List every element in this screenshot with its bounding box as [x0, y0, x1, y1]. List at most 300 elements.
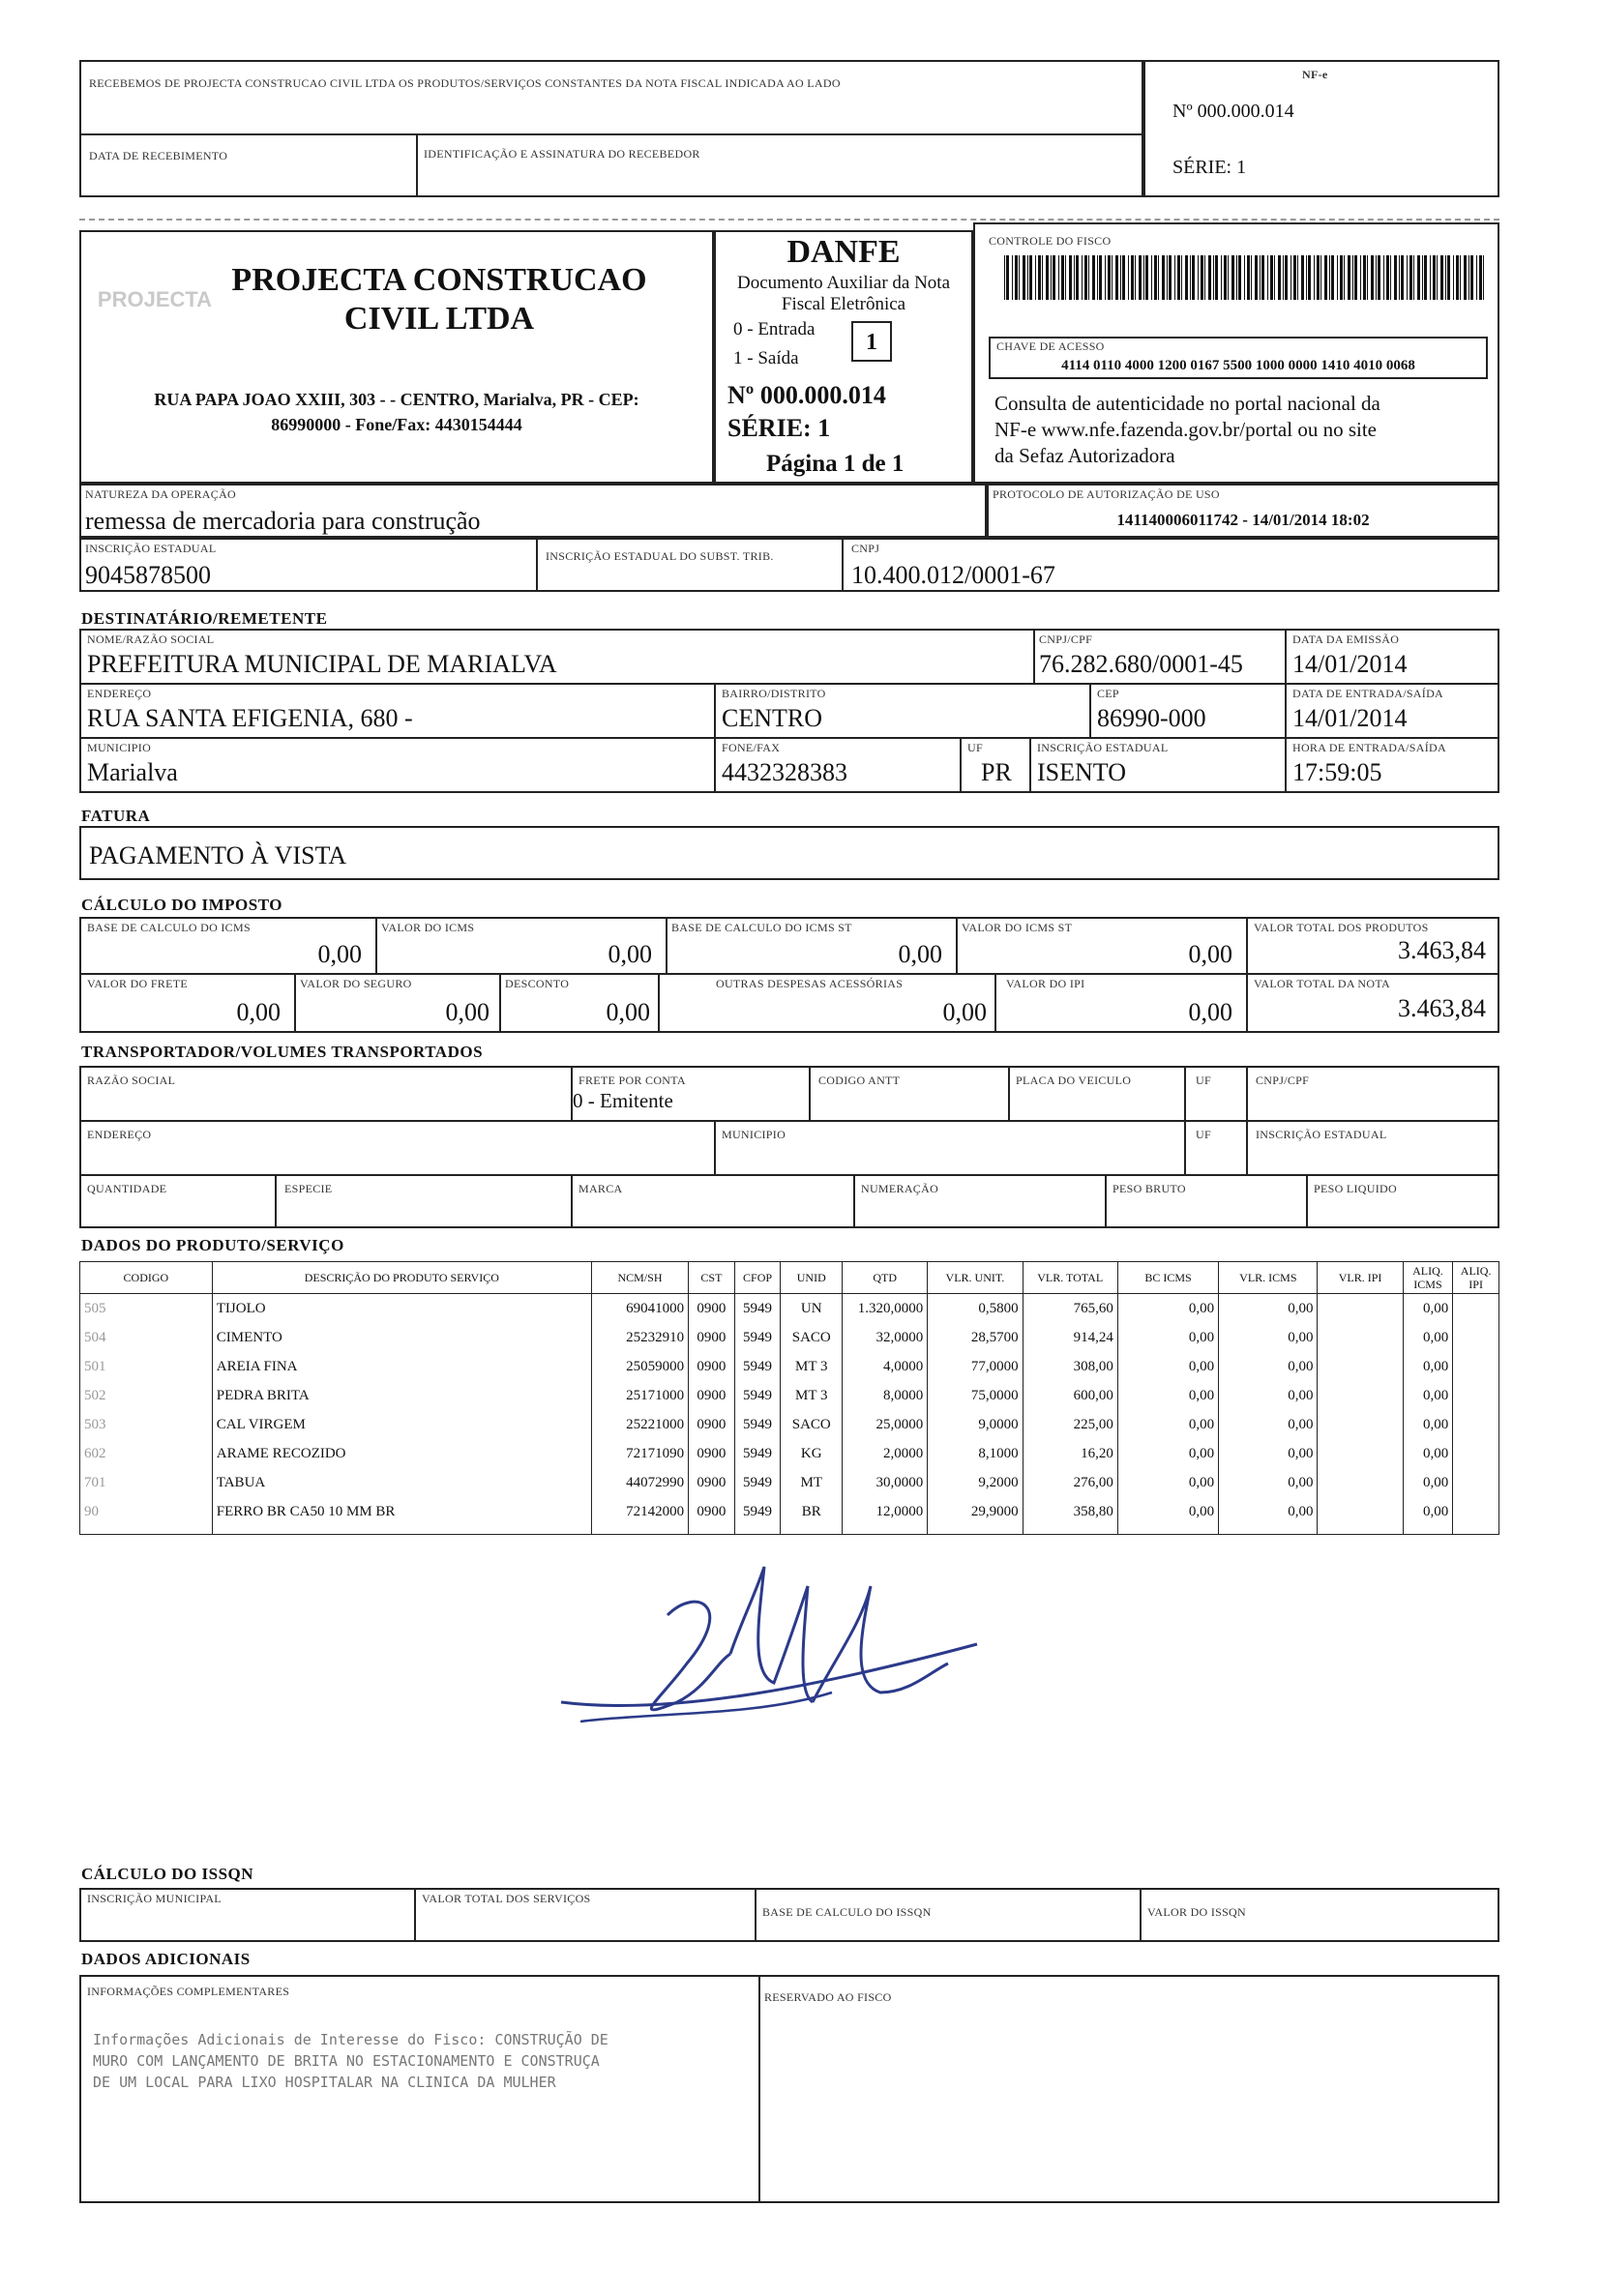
table-cell: 0,00: [1117, 1352, 1218, 1381]
insurance: 0,00: [445, 998, 490, 1026]
barcode-bar: [1306, 255, 1307, 300]
barcode-bar: [1204, 255, 1205, 300]
recipient-cnpj-label: CNPJ/CPF: [1039, 633, 1093, 646]
icms-st-base-label: BASE DE CALCULO DO ICMS ST: [671, 921, 852, 934]
carrier-box: [79, 1066, 1499, 1228]
barcode-bar: [1105, 255, 1106, 300]
complementary-info-line2: MURO COM LANÇAMENTO DE BRITA NO ESTACIONAMENTO E CONSTRUÇA: [93, 2052, 600, 2070]
barcode-bar: [1367, 255, 1368, 300]
divider: [666, 919, 668, 973]
divider: [1184, 1068, 1186, 1174]
barcode-bar: [1122, 255, 1125, 300]
barcode-bar: [1453, 255, 1454, 300]
divider: [294, 973, 296, 1031]
table-cell: 8,1000: [928, 1439, 1023, 1468]
divider: [1246, 1068, 1248, 1174]
barcode-bar: [1135, 255, 1136, 300]
table-cell: 602: [80, 1439, 213, 1468]
municipal-registration-label: INSCRIÇÃO MUNICIPAL: [87, 1892, 222, 1905]
carrier-ie-label: INSCRIÇÃO ESTADUAL: [1256, 1128, 1387, 1141]
table-cell: MT 3: [781, 1352, 843, 1381]
col-header: CST: [689, 1262, 735, 1294]
divider: [714, 683, 716, 791]
quantity-label: QUANTIDADE: [87, 1182, 167, 1195]
barcode-bar: [1053, 255, 1055, 300]
issuer-name-line1: PROJECTA CONSTRUCAO: [231, 262, 647, 298]
nfe-label: NF-e: [1302, 68, 1328, 81]
divider: [1140, 1890, 1142, 1940]
barcode-bar: [1192, 255, 1195, 300]
col-header: QTD: [843, 1262, 928, 1294]
issqn-value-label: VALOR DO ISSQN: [1147, 1905, 1246, 1919]
table-cell: 0,00: [1219, 1439, 1318, 1468]
col-header: ALIQ. IPI: [1453, 1262, 1499, 1294]
barcode-bar: [1238, 255, 1241, 300]
divider: [1008, 1068, 1010, 1120]
table-cell: [781, 1526, 843, 1535]
table-cell: 5949: [734, 1381, 781, 1410]
table-cell: [1318, 1294, 1403, 1324]
saida-option: 1 - Saída: [733, 348, 799, 368]
table-cell: 0,00: [1403, 1410, 1453, 1439]
table-cell: [212, 1526, 591, 1535]
net-weight-label: PESO LIQUIDO: [1314, 1182, 1397, 1195]
table-cell: 225,00: [1023, 1410, 1117, 1439]
barcode-bar: [1401, 255, 1404, 300]
icms-st-value-label: VALOR DO ICMS ST: [962, 921, 1073, 934]
recipient-address-label: ENDEREÇO: [87, 687, 152, 700]
barcode-bar: [1038, 255, 1041, 300]
table-cell: [1453, 1323, 1499, 1352]
table-cell: 0,00: [1219, 1352, 1318, 1381]
barcode-bar: [1084, 255, 1087, 300]
table-cell: [1219, 1526, 1318, 1535]
table-cell: AREIA FINA: [212, 1352, 591, 1381]
table-cell: SACO: [781, 1323, 843, 1352]
table-cell: CAL VIRGEM: [212, 1410, 591, 1439]
table-cell: 505: [80, 1294, 213, 1324]
barcode-bar: [1213, 255, 1214, 300]
products-total: 3.463,84: [1398, 936, 1486, 964]
stub-nfe-number: Nº 000.000.014: [1172, 101, 1294, 122]
table-cell: CIMENTO: [212, 1323, 591, 1352]
barcode-bar: [1247, 255, 1250, 300]
authorization-protocol-box: [987, 484, 1499, 538]
table-cell: MT 3: [781, 1381, 843, 1410]
table-cell: 44072990: [591, 1468, 688, 1497]
divider: [755, 1890, 756, 1940]
col-header: VLR. UNIT.: [928, 1262, 1023, 1294]
table-cell: [1318, 1526, 1403, 1535]
barcode: [1004, 255, 1488, 300]
recipient-district: CENTRO: [722, 704, 822, 732]
barcode-bar: [1440, 255, 1443, 300]
danfe-number: Nº 000.000.014: [727, 381, 886, 409]
table-cell: MT: [781, 1468, 843, 1497]
invoice-total: 3.463,84: [1398, 994, 1486, 1022]
table-row: [80, 1323, 1499, 1352]
table-row: [80, 1352, 1499, 1381]
barcode-bar: [1409, 255, 1412, 300]
barcode-bar: [1058, 255, 1059, 300]
barcode-bar: [1260, 255, 1261, 300]
barcode-bar: [1231, 255, 1234, 300]
table-cell: 501: [80, 1352, 213, 1381]
barcode-bar: [1169, 255, 1172, 300]
barcode-bar: [1390, 255, 1391, 300]
table-cell: 4,0000: [843, 1352, 928, 1381]
recipient-ie: ISENTO: [1037, 758, 1126, 786]
col-header: CODIGO: [80, 1262, 213, 1294]
barcode-bar: [1120, 255, 1121, 300]
table-cell: 12,0000: [843, 1497, 928, 1526]
table-cell: 30,0000: [843, 1468, 928, 1497]
table-cell: 72142000: [591, 1497, 688, 1526]
divider: [1105, 1174, 1107, 1226]
barcode-bar: [1348, 255, 1350, 300]
payment-terms: PAGAMENTO À VISTA: [89, 841, 347, 869]
antt-code-label: CODIGO ANTT: [818, 1074, 901, 1087]
divider: [842, 540, 844, 590]
table-row: [80, 1497, 1499, 1526]
barcode-bar: [1131, 255, 1134, 300]
col-header: DESCRIÇÃO DO PRODUTO SERVIÇO: [212, 1262, 591, 1294]
recipient-name: PREFEITURA MUNICIPAL DE MARIALVA: [87, 650, 557, 678]
recipient-address: RUA SANTA EFIGENIA, 680 -: [87, 704, 413, 732]
barcode-bar: [1376, 255, 1377, 300]
barcode-bar: [1337, 255, 1338, 300]
table-cell: 0,00: [1117, 1497, 1218, 1526]
table-cell: 90: [80, 1497, 213, 1526]
barcode-bar: [1314, 255, 1315, 300]
col-header: ALIQ. ICMS: [1403, 1262, 1453, 1294]
entry-exit-time: 17:59:05: [1292, 758, 1382, 786]
barcode-bar: [1099, 255, 1102, 300]
barcode-bar: [1329, 255, 1330, 300]
barcode-bar: [1158, 255, 1159, 300]
freight: 0,00: [236, 998, 281, 1026]
barcode-bar: [1308, 255, 1311, 300]
discount: 0,00: [606, 998, 650, 1026]
receiver-signature-label: IDENTIFICAÇÃO E ASSINATURA DO RECEBEDOR: [424, 147, 700, 161]
receipt-statement: RECEBEMOS DE PROJECTA CONSTRUCAO CIVIL LTDA OS PRODUTOS/SERVIÇOS CONSTANTES DA NOTA FISCAL INDICADA AO LADO: [89, 76, 841, 90]
recipient-city: Marialva: [87, 758, 178, 786]
table-cell: 0,00: [1117, 1439, 1218, 1468]
barcode-bar: [1162, 255, 1165, 300]
barcode-bar: [1092, 255, 1095, 300]
icms-value: 0,00: [608, 940, 652, 968]
table-cell: ARAME RECOZIDO: [212, 1439, 591, 1468]
species-label: ESPECIE: [284, 1182, 333, 1195]
issuer-logo-text: PROJECTA: [97, 287, 213, 311]
receipt-date-label: DATA DE RECEBIMENTO: [89, 149, 228, 162]
barcode-bar: [1324, 255, 1327, 300]
divider: [758, 1977, 760, 2201]
table-cell: [1318, 1497, 1403, 1526]
icms-value-label: VALOR DO ICMS: [381, 921, 475, 934]
barcode-bar: [1208, 255, 1211, 300]
barcode-bar: [1185, 255, 1188, 300]
handwritten-signature: [542, 1547, 987, 1799]
table-cell: [1453, 1294, 1499, 1324]
table-cell: [1453, 1439, 1499, 1468]
barcode-bar: [1278, 255, 1281, 300]
divider: [1033, 631, 1035, 683]
freight-responsibility: 0 - Emitente: [573, 1089, 673, 1112]
recipient-ie-label: INSCRIÇÃO ESTADUAL: [1037, 741, 1169, 754]
danfe-series: SÉRIE: 1: [727, 414, 831, 442]
table-cell: 0,00: [1219, 1294, 1318, 1324]
divider: [571, 1174, 573, 1226]
issue-date-label: DATA DA EMISSÃO: [1292, 633, 1400, 646]
issue-date: 14/01/2014: [1292, 650, 1408, 678]
table-cell: 0,00: [1117, 1468, 1218, 1497]
fiscal-control-box: [973, 222, 1499, 484]
barcode-bar: [1029, 255, 1032, 300]
barcode-bar: [1445, 255, 1446, 300]
table-cell: 0,00: [1403, 1439, 1453, 1468]
table-cell: 2,0000: [843, 1439, 928, 1468]
recipient-box: [79, 629, 1499, 793]
barcode-bar: [1386, 255, 1389, 300]
barcode-bar: [1027, 255, 1028, 300]
entry-exit-time-label: HORA DE ENTRADA/SAÍDA: [1292, 741, 1446, 754]
table-cell: 358,80: [1023, 1497, 1117, 1526]
authenticity-line2: NF-e www.nfe.fazenda.gov.br/portal ou no site: [994, 418, 1377, 441]
barcode-bar: [1181, 255, 1182, 300]
icms-base-label: BASE DE CALCULO DO ICMS: [87, 921, 251, 934]
freight-responsibility-label: FRETE POR CONTA: [578, 1074, 686, 1087]
table-cell: [1453, 1381, 1499, 1410]
divider: [536, 540, 538, 590]
barcode-bar: [1293, 255, 1296, 300]
ipi: 0,00: [1188, 998, 1232, 1026]
barcode-bar: [1154, 255, 1157, 300]
access-key-label: CHAVE DE ACESSO: [996, 339, 1105, 353]
barcode-bar: [1069, 255, 1072, 300]
barcode-bar: [1012, 255, 1013, 300]
issuer-name-line2: CIVIL LTDA: [343, 301, 535, 337]
issqn-box: [79, 1888, 1499, 1942]
danfe-subtitle-line1: Documento Auxiliar da Nota: [736, 273, 951, 293]
table-cell: 0900: [689, 1410, 735, 1439]
barcode-bar: [1340, 255, 1343, 300]
barcode-bar: [1331, 255, 1334, 300]
barcode-bar: [1399, 255, 1400, 300]
access-key: 4114 0110 4000 1200 0167 5500 1000 0000 1410 4010 0068: [1061, 358, 1415, 373]
table-row: [80, 1410, 1499, 1439]
numbering-label: NUMERAÇÃO: [861, 1182, 939, 1195]
barcode-bar: [1145, 255, 1148, 300]
table-cell: 0,00: [1219, 1381, 1318, 1410]
table-cell: 25059000: [591, 1352, 688, 1381]
carrier-uf-label: UF: [1196, 1074, 1211, 1087]
barcode-bar: [1261, 255, 1264, 300]
barcode-bar: [1097, 255, 1098, 300]
tax-section-title: CÁLCULO DO IMPOSTO: [81, 896, 282, 914]
table-cell: 0,00: [1219, 1410, 1318, 1439]
recipient-cep: 86990-000: [1097, 704, 1206, 732]
recipient-section-title: DESTINATÁRIO/REMETENTE: [81, 609, 328, 628]
barcode-bar: [1228, 255, 1229, 300]
table-cell: [689, 1526, 735, 1535]
table-cell: 0900: [689, 1294, 735, 1324]
authorization-protocol: 141140006011742 - 14/01/2014 18:02: [1116, 511, 1370, 529]
issuer-box: [79, 230, 714, 484]
barcode-bar: [1479, 255, 1482, 300]
table-cell: 701: [80, 1468, 213, 1497]
barcode-bar: [1424, 255, 1427, 300]
table-cell: [80, 1526, 213, 1535]
divider: [81, 1120, 1498, 1122]
substitute-state-registration-label: INSCRIÇÃO ESTADUAL DO SUBST. TRIB.: [546, 549, 774, 563]
table-cell: 502: [80, 1381, 213, 1410]
products-header-row: [80, 1262, 1499, 1294]
barcode-bar: [1004, 255, 1005, 300]
col-header: NCM/SH: [591, 1262, 688, 1294]
barcode-bar: [1215, 255, 1218, 300]
barcode-bar: [1456, 255, 1459, 300]
divider: [1089, 683, 1091, 737]
products-section-title: DADOS DO PRODUTO/SERVIÇO: [81, 1236, 344, 1254]
divider: [960, 737, 962, 791]
table-row-filler: [80, 1526, 1499, 1535]
barcode-bar: [1139, 255, 1142, 300]
barcode-bar: [1476, 255, 1477, 300]
operation-nature-box: [79, 484, 987, 538]
issqn-base-label: BASE DE CALCULO DO ISSQN: [762, 1905, 932, 1919]
col-header: UNID: [781, 1262, 843, 1294]
operation-nature: remessa de mercadoria para construção: [85, 507, 481, 535]
table-cell: TIJOLO: [212, 1294, 591, 1324]
divider: [499, 973, 501, 1031]
table-cell: 0900: [689, 1352, 735, 1381]
barcode-bar: [1344, 255, 1345, 300]
barcode-bar: [1006, 255, 1009, 300]
table-cell: 276,00: [1023, 1468, 1117, 1497]
carrier-name-label: RAZÃO SOCIAL: [87, 1074, 176, 1087]
invoice-total-label: VALOR TOTAL DA NOTA: [1254, 977, 1391, 990]
recipient-cep-label: CEP: [1097, 687, 1119, 700]
table-cell: TABUA: [212, 1468, 591, 1497]
table-cell: 77,0000: [928, 1352, 1023, 1381]
barcode-bar: [1015, 255, 1018, 300]
danfe-subtitle-line2: Fiscal Eletrônica: [781, 294, 906, 314]
col-header: VLR. IPI: [1318, 1262, 1403, 1294]
divider: [714, 1120, 716, 1174]
barcode-bar: [1174, 255, 1175, 300]
barcode-bar: [1042, 255, 1043, 300]
other-expenses-label: OUTRAS DESPESAS ACESSÓRIAS: [716, 977, 904, 990]
recipient-name-label: NOME/RAZÃO SOCIAL: [87, 633, 215, 646]
table-cell: 0900: [689, 1497, 735, 1526]
recipient-uf: PR: [981, 758, 1012, 786]
table-cell: [1318, 1352, 1403, 1381]
table-row: [80, 1294, 1499, 1324]
barcode-bar: [1198, 255, 1199, 300]
danfe-subtitle: [716, 273, 971, 315]
issuer-ids-box: [79, 538, 1499, 592]
table-cell: 503: [80, 1410, 213, 1439]
entrada-option: 0 - Entrada: [733, 319, 816, 339]
carrier-cnpj-label: CNPJ/CPF: [1256, 1074, 1310, 1087]
complementary-info-line1: Informações Adicionais de Interesse do Fisco: CONSTRUÇÃO DE: [93, 2031, 608, 2048]
recipient-district-label: BAIRRO/DISTRITO: [722, 687, 826, 700]
barcode-bar: [1035, 255, 1036, 300]
table-cell: KG: [781, 1439, 843, 1468]
table-cell: 5949: [734, 1323, 781, 1352]
table-cell: [1318, 1468, 1403, 1497]
table-cell: 0,00: [1403, 1497, 1453, 1526]
stub-nfe-series: SÉRIE: 1: [1172, 157, 1247, 178]
barcode-bar: [1464, 255, 1467, 300]
table-cell: 5949: [734, 1352, 781, 1381]
barcode-bar: [1251, 255, 1252, 300]
divider: [1285, 631, 1287, 791]
table-cell: 0,00: [1117, 1323, 1218, 1352]
barcode-bar: [1407, 255, 1408, 300]
ipi-label: VALOR DO IPI: [1006, 977, 1085, 990]
barcode-bar: [1224, 255, 1227, 300]
issuer-address-line2: 86990000 - Fone/Fax: 4430154444: [271, 415, 522, 434]
table-cell: 28,5700: [928, 1323, 1023, 1352]
table-cell: 504: [80, 1323, 213, 1352]
table-row: [80, 1381, 1499, 1410]
barcode-bar: [1371, 255, 1374, 300]
divider: [853, 1174, 855, 1226]
divider: [658, 973, 660, 1031]
barcode-bar: [1290, 255, 1291, 300]
table-cell: 308,00: [1023, 1352, 1117, 1381]
gross-weight-label: PESO BRUTO: [1112, 1182, 1186, 1195]
complementary-info-line3: DE UM LOCAL PARA LIXO HOSPITALAR NA CLINICA DA MULHER: [93, 2074, 556, 2091]
table-cell: 0,00: [1219, 1468, 1318, 1497]
divider: [275, 1174, 277, 1226]
barcode-bar: [1019, 255, 1020, 300]
fiscal-control-label: CONTROLE DO FISCO: [989, 234, 1112, 248]
table-cell: [1318, 1439, 1403, 1468]
barcode-bar: [1190, 255, 1191, 300]
table-cell: [1453, 1497, 1499, 1526]
table-cell: 0900: [689, 1468, 735, 1497]
carrier-address-label: ENDEREÇO: [87, 1128, 152, 1141]
barcode-bar: [1320, 255, 1321, 300]
table-cell: SACO: [781, 1410, 843, 1439]
issuer-address: [87, 387, 706, 437]
barcode-bar: [1074, 255, 1075, 300]
col-header: BC ICMS: [1117, 1262, 1218, 1294]
divider: [1306, 1174, 1308, 1226]
barcode-bar: [1023, 255, 1025, 300]
icms-st-base: 0,00: [898, 940, 942, 968]
table-cell: 5949: [734, 1468, 781, 1497]
table-cell: 9,0000: [928, 1410, 1023, 1439]
recipient-phone-label: FONE/FAX: [722, 741, 781, 754]
discount-label: DESCONTO: [505, 977, 570, 990]
barcode-bar: [1301, 255, 1304, 300]
barcode-bar: [1437, 255, 1438, 300]
barcode-bar: [1267, 255, 1268, 300]
barcode-bar: [1177, 255, 1180, 300]
barcode-bar: [1061, 255, 1064, 300]
table-cell: 0900: [689, 1439, 735, 1468]
barcode-bar: [1274, 255, 1275, 300]
authenticity-line3: da Sefaz Autorizadora: [994, 444, 1175, 467]
barcode-bar: [1201, 255, 1203, 300]
table-cell: [1117, 1526, 1218, 1535]
table-cell: 69041000: [591, 1294, 688, 1324]
barcode-bar: [1470, 255, 1473, 300]
